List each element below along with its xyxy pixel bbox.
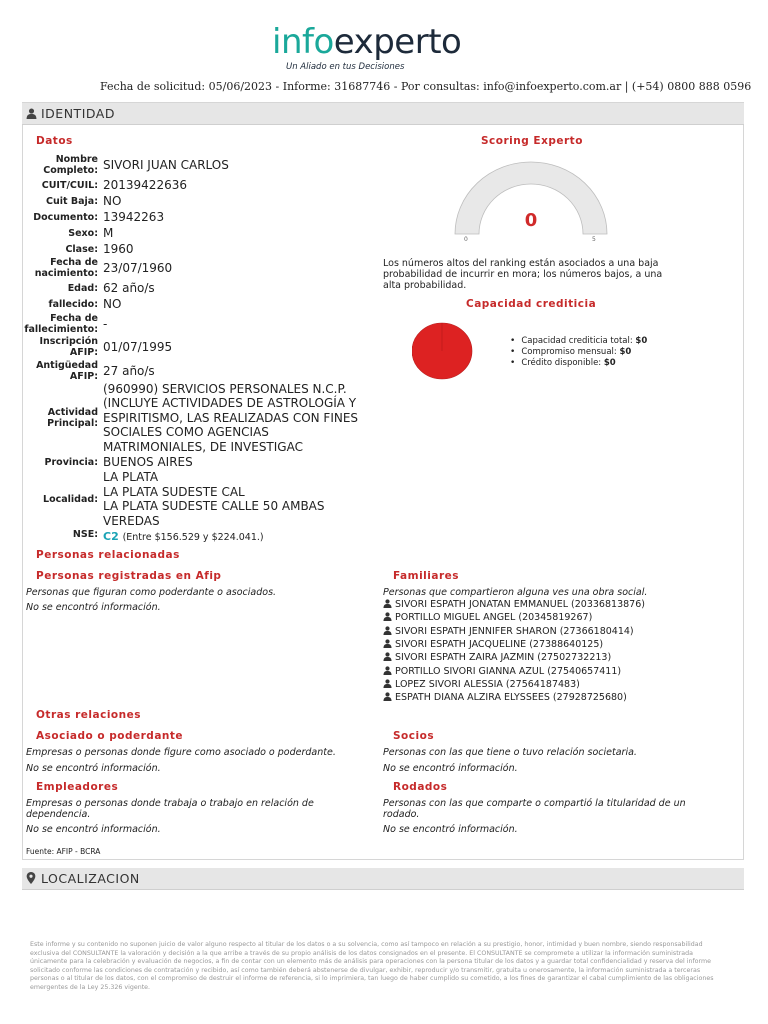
datos-field-row (24, 210, 374, 224)
nse-value: C2 (103, 530, 119, 543)
asociado-empty: No se encontró información. (26, 763, 161, 774)
datos-field-value: 23/07/1960 (103, 261, 173, 275)
request-info-line: Fecha de solicitud: 05/06/2023 - Informe: 31687746 - Por consultas: info@infoexperto.com.ar | (+54) 0800 888 0596 (100, 80, 752, 93)
datos-field-label: fallecido: (48, 298, 98, 310)
capacidad-legend-item (510, 347, 647, 358)
datos-field-value: NO (103, 297, 122, 311)
datos-field-value: 27 año/s (103, 364, 155, 378)
datos-field-value: - (103, 317, 108, 331)
datos-field-row (24, 154, 374, 176)
localidad-line: LA PLATA SUDESTE CAL (103, 484, 245, 499)
capacidad-item-value: $0 (619, 347, 632, 357)
datos-field-label: Localidad: (43, 493, 98, 505)
familiar-name: ESPATH DIANA ALZIRA ELYSSEES (27928725680) (395, 692, 627, 704)
gauge-min-label: 0 (464, 236, 468, 243)
datos-field-row (24, 470, 374, 528)
datos-field-value: 62 año/s (103, 281, 155, 295)
infoexperto-logo (272, 22, 502, 74)
datos-field-row (24, 226, 374, 240)
datos-field-row (24, 312, 374, 336)
user-icon (383, 652, 393, 664)
localidad-line: LA PLATA (103, 470, 159, 484)
scoring-value: 0 (524, 210, 538, 231)
datos-field-row (24, 256, 374, 280)
datos-field-label: NSE: (72, 529, 98, 540)
familiar-item (383, 692, 627, 704)
datos-field-row (24, 529, 374, 543)
familiar-name: SIVORI ESPATH JENNIFER SHARON (27366180414) (395, 625, 634, 637)
familiar-item (383, 666, 621, 678)
familiares-title: Familiares (393, 570, 460, 582)
familiar-name: SIVORI ESPATH JACQUELINE (27388640125) (395, 638, 604, 650)
otras-relaciones-title: Otras relaciones (36, 709, 141, 721)
socios-empty: No se encontró información. (383, 763, 518, 774)
datos-field-label: Documento: (33, 211, 98, 223)
familiares-desc: Personas que compartieron alguna ves una obra social. (383, 587, 648, 598)
datos-field-value: 20139422636 (103, 178, 187, 192)
afip-empty: No se encontró información. (26, 602, 161, 613)
rodados-title: Rodados (393, 781, 448, 793)
datos-field-label: Clase: (65, 243, 98, 255)
datos-field-label: Sexo: (68, 227, 98, 239)
empleadores-empty: No se encontró información. (26, 824, 161, 835)
datos-field-label: Fecha de fallecimiento: (24, 313, 98, 335)
datos-field-value: BUENOS AIRES (103, 455, 193, 469)
map-marker-icon (26, 869, 38, 891)
user-icon (383, 612, 393, 624)
familiar-item (383, 639, 603, 651)
capacidad-legend (510, 336, 647, 369)
section-title-localizacion: LOCALIZACION (41, 871, 140, 886)
familiar-item (383, 612, 592, 624)
capacidad-item-label: Crédito disponible: (521, 358, 602, 368)
socios-title: Socios (393, 730, 435, 742)
familiar-name: PORTILLO MIGUEL ANGEL (20345819267) (395, 612, 593, 624)
datos-field-row (24, 336, 374, 358)
datos-field-row (24, 382, 374, 454)
datos-field-value (103, 470, 374, 528)
empleadores-desc: Empresas o personas donde trabaja o trabajo en relación de dependencia. (26, 798, 314, 820)
user-icon (383, 626, 393, 638)
asociado-desc: Empresas o personas donde figure como asociado o poderdante. (26, 747, 336, 758)
rodados-empty: No se encontró información. (383, 824, 518, 835)
scoring-gauge (452, 160, 610, 246)
capacidad-item-label: Compromiso mensual: (521, 347, 617, 357)
section-bar-localizacion (22, 868, 744, 890)
datos-field-row (24, 455, 374, 469)
datos-field-label: Fecha de nacimiento: (34, 257, 98, 279)
localidad-line: LA PLATA SUDESTE CALLE 50 AMBAS VEREDAS (103, 499, 325, 528)
datos-field-row (24, 178, 374, 192)
datos-field-row (24, 297, 374, 311)
user-icon (383, 692, 393, 704)
capacidad-item-value: $0 (603, 358, 616, 368)
personas-relacionadas-title: Personas relacionadas (36, 549, 180, 561)
datos-field-value: (960990) SERVICIOS PERSONALES N.C.P. (INCLUYE ACTIVIDADES DE ASTROLOGÍA Y ESPIRITISMO, LAS REALIZADAS CON FINES SOCIALES COMO AGENCIAS MATRIMONIALES, DE INVESTIGAC (103, 381, 359, 454)
datos-field-label: Inscripción AFIP: (39, 336, 98, 358)
familiar-item (383, 626, 634, 638)
datos-field-value: 13942263 (103, 210, 165, 224)
section-title-identidad: IDENTIDAD (41, 106, 115, 121)
datos-field-label: Antigüedad AFIP: (36, 360, 98, 382)
familiar-name: PORTILLO SIVORI GIANNA AZUL (27540657411) (395, 665, 622, 677)
datos-field-label: Actividad Principal: (47, 407, 98, 429)
familiar-item (383, 599, 645, 611)
scoring-title: Scoring Experto (481, 135, 583, 147)
datos-field-value: NO (103, 194, 122, 208)
datos-field-label: CUIT/CUIL: (41, 179, 98, 191)
legal-disclaimer: Este informe y su contenido no suponen juicio de valor alguno respecto al titular de los datos o a su solvencia, como así tampoco en relación a su prestigio, honor, intimidad y buen nombre, siendo responsabilidad exclusiva del CONSULTANTE la valoración y decisión a la que arribe a través de su propio análisis de los datos consignados en el presente. El CONSULTANTE se compromete a utilizar la información suministrada únicamente para la celebración y evaluación de negocios, a fin de contar con un elemento más de análisis para operaciones con la persona titular de los datos y a guardar total confidencialidad y reserva del informe solicitado conforme las condiciones de contratación y recibido, así como también deberá abstenerse de divulgar, exhibir, reproducir y/o transmitir, gratuita u onerosamente, la información suministrada a terceras personas o al titular de los datos, con el compromiso de destruir el informe de referencia, si lo imprimiera, tan luego de haber cumplido su cometido, a los fines de garantizar el cabal cumplimiento de las obligaciones emergentes de la Ley 25.326 vigente. (30, 941, 714, 991)
capacidad-legend-item (510, 336, 647, 347)
logo-wordmark (272, 22, 502, 62)
afip-desc: Personas que figuran como poderdante o asociados. (26, 587, 277, 598)
familiar-name: LOPEZ SIVORI ALESSIA (27564187483) (395, 678, 580, 690)
familiar-item (383, 679, 580, 691)
datos-field-row (24, 281, 374, 295)
user-icon (26, 104, 38, 126)
datos-field-label: Nombre Completo: (43, 154, 98, 176)
logo-text-experto: experto (333, 22, 462, 62)
user-icon (383, 679, 393, 691)
rodados-desc: Personas con las que comparte o compartió la titularidad de un rodado. (383, 798, 686, 820)
datos-field-label: Edad: (67, 282, 98, 294)
user-icon (383, 666, 393, 678)
capacidad-title: Capacidad crediticia (466, 298, 597, 310)
capacidad-item-label: Capacidad crediticia total: (521, 336, 633, 346)
datos-title: Datos (36, 135, 73, 147)
section-bar-identidad (22, 103, 744, 125)
datos-field-label: Cuit Baja: (46, 195, 98, 207)
datos-field-label: Provincia: (44, 456, 98, 468)
datos-field-value (103, 529, 264, 545)
user-icon (383, 639, 393, 651)
afip-title: Personas registradas en Afip (36, 570, 222, 582)
familiar-item (383, 652, 611, 664)
logo-text-info: info (272, 22, 334, 62)
capacidad-pie-chart (412, 322, 474, 380)
socios-desc: Personas con las que tiene o tuvo relación societaria. (383, 747, 637, 758)
datos-field-row (24, 360, 374, 382)
datos-field-value: 01/07/1995 (103, 340, 173, 354)
datos-field-row (24, 194, 374, 208)
nse-range: (Entre $156.529 y $224.041.) (122, 532, 264, 543)
logo-tagline: Un Aliado en tus Decisiones (286, 62, 405, 72)
empleadores-title: Empleadores (36, 781, 119, 793)
familiar-name: SIVORI ESPATH ZAIRA JAZMIN (27502732213) (395, 652, 612, 664)
datos-field-value: 1960 (103, 242, 134, 256)
familiar-name: SIVORI ESPATH JONATAN EMMANUEL (20336813876) (395, 599, 645, 610)
scoring-note: Los números altos del ranking están asociados a una baja probabilidad de incurrir en mora; los números bajos, a una alta probabilidad. (383, 258, 663, 291)
datos-field-row (24, 242, 374, 256)
datos-field-value: M (103, 226, 114, 240)
fuente-note: Fuente: AFIP - BCRA (26, 847, 101, 856)
user-icon (383, 599, 393, 611)
capacidad-legend-item (510, 358, 647, 369)
datos-field-value: SIVORI JUAN CARLOS (103, 158, 229, 172)
asociado-title: Asociado o poderdante (36, 730, 184, 742)
gauge-max-label: 5 (592, 236, 596, 243)
capacidad-item-value: $0 (635, 336, 648, 346)
